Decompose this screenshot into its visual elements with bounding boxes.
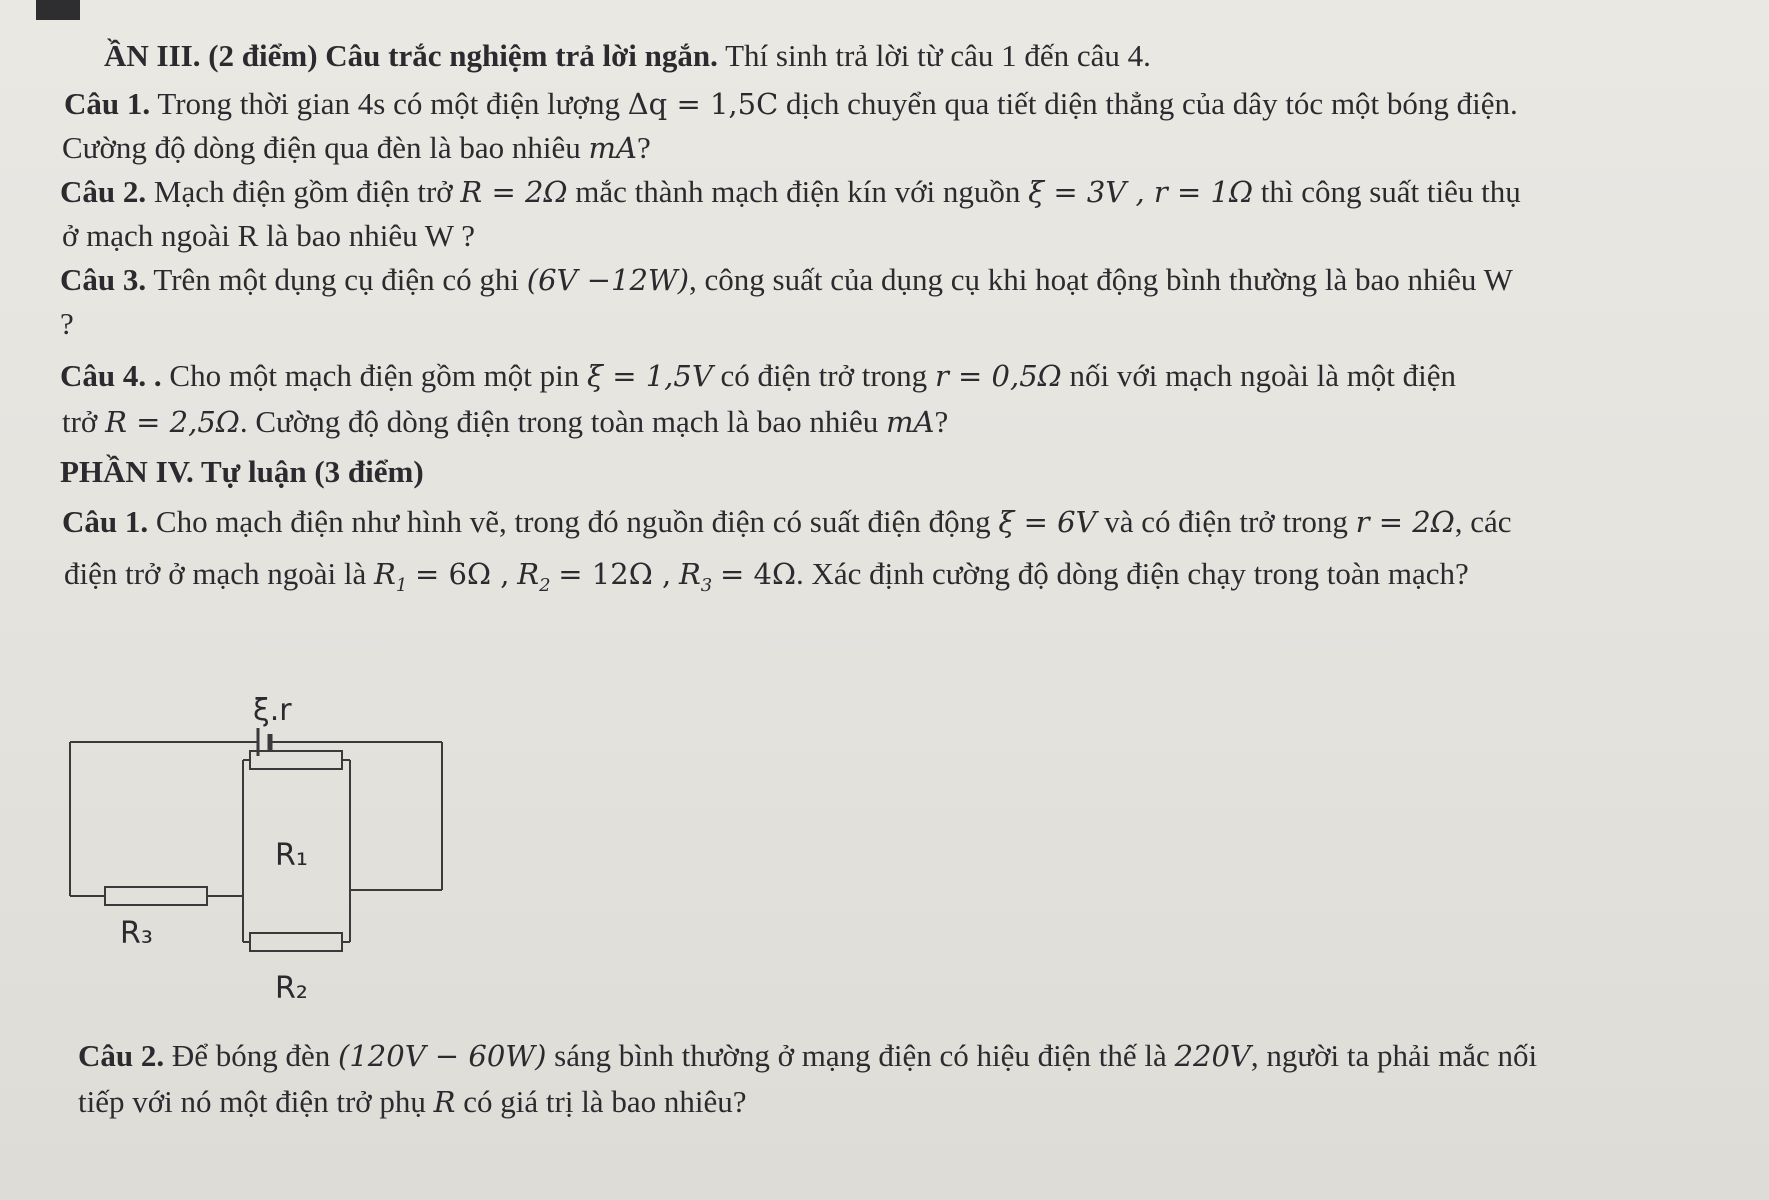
- question-1-line-2: Cường độ dòng điện qua đèn là bao nhiêu mA?: [62, 130, 651, 165]
- question-3-line-1: Câu 3. Trên một dụng cụ điện có ghi (6V −12W), công suất của dụng cụ khi hoạt động bình thường là bao nhiêu W: [60, 262, 1513, 297]
- resistor-r2: [250, 933, 342, 951]
- question-2-line-1: Câu 2. Mạch điện gồm điện trở R = 2Ω mắc thành mạch điện kín với nguồn ξ = 3V , r = 1Ω thì công suất tiêu thụ: [60, 174, 1521, 209]
- question-3-line-2: ?: [60, 306, 74, 341]
- r1-label: R₁: [275, 838, 308, 873]
- essay-1-line-1: Câu 1. Cho mạch điện như hình vẽ, trong đó nguồn điện có suất điện động ξ = 6V và có điện trở trong r = 2Ω, các: [62, 504, 1512, 539]
- resistor-r3: [105, 887, 207, 905]
- question-1-line-1: Câu 1. Trong thời gian 4s có một điện lượng Δq = 1,5C dịch chuyển qua tiết diện thẳng của dây tóc một bóng điện.: [64, 86, 1518, 121]
- r2-label: R₂: [275, 971, 308, 1006]
- section-4-heading: PHẦN IV. Tự luận (3 điểm): [60, 454, 424, 489]
- essay-2-line-1: Câu 2. Để bóng đèn (120V − 60W) sáng bình thường ở mạng điện có hiệu điện thế là 220V, người ta phải mắc nối: [78, 1038, 1538, 1073]
- essay-1-line-2: điện trở ở mạch ngoài là $R_1 = 6\Omega$ , $R_2 = 12\Omega$ , $R_3 = 4\Omega$. Xác định cường độ dòng điện chạy trong toàn mạch?: [64, 556, 1469, 596]
- circuit-diagram: [60, 680, 460, 1020]
- section-3-heading: ẦN III. (2 điểm) Câu trắc nghiệm trả lời ngắn. Thí sinh trả lời từ câu 1 đến câu 4.: [104, 38, 1151, 73]
- question-4-line-1: Câu 4. . Cho một mạch điện gồm một pin ξ = 1,5V có điện trở trong r = 0,5Ω nối với mạch ngoài là một điện: [60, 358, 1457, 393]
- essay-2-line-2: tiếp với nó một điện trở phụ R có giá trị là bao nhiêu?: [78, 1084, 747, 1119]
- source-label: ξ.r: [253, 693, 292, 728]
- question-2-line-2: ở mạch ngoài R là bao nhiêu W ?: [62, 218, 475, 253]
- page-corner-mark: [36, 0, 80, 20]
- r3-label: R₃: [120, 916, 153, 951]
- resistor-r1: [250, 751, 342, 769]
- question-4-line-2: trở R = 2,5Ω. Cường độ dòng điện trong toàn mạch là bao nhiêu mA?: [62, 404, 949, 439]
